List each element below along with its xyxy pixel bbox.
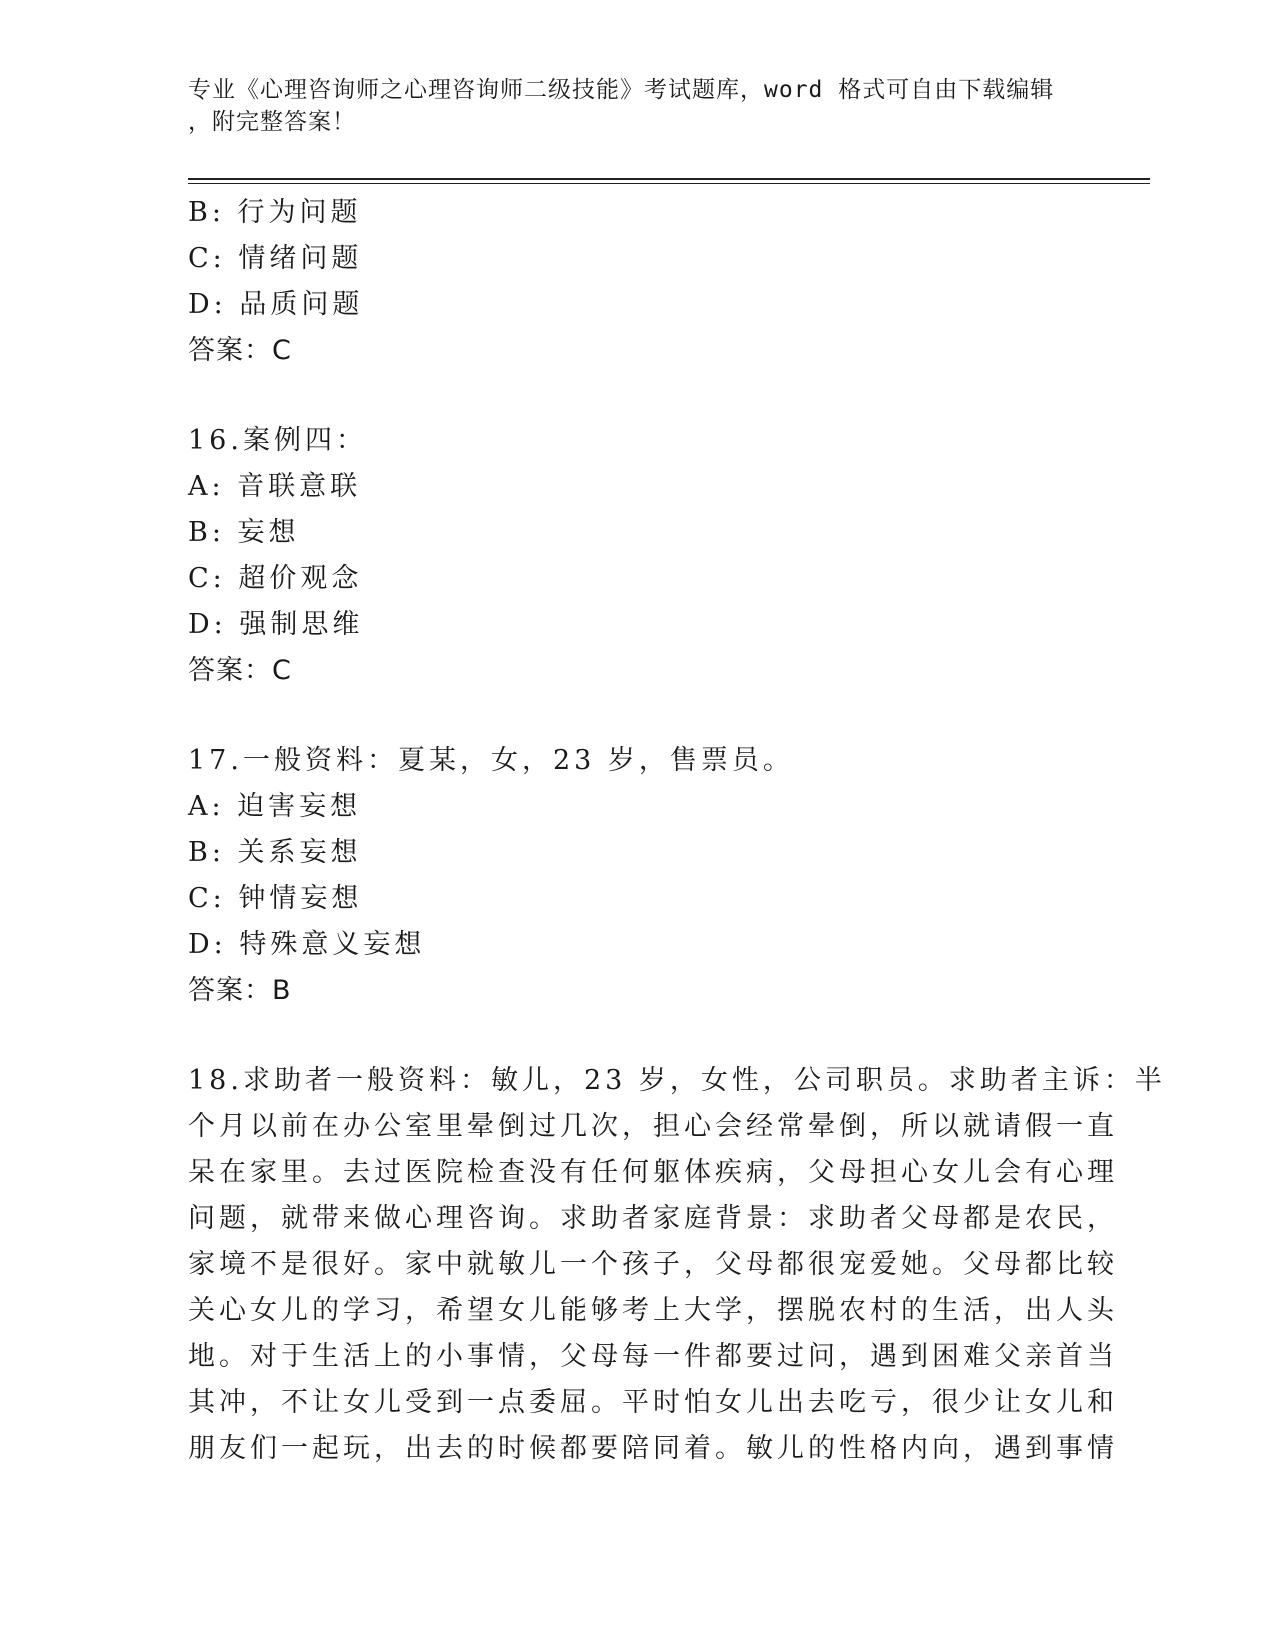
header-rule-thin — [188, 183, 1150, 184]
q18-line: 个月以前在办公室里晕倒过几次，担心会经常晕倒，所以就请假一直 — [188, 1111, 1118, 1142]
q17-option-c: C: 钟情妄想 — [188, 883, 363, 914]
q18-line: 朋友们一起玩，出去的时候都要陪同着。敏儿的性格内向，遇到事情 — [188, 1433, 1118, 1464]
q17-question: 17.一般资料：夏某，女，23 岁，售票员。 — [188, 745, 794, 776]
header-rule-thick — [188, 178, 1150, 180]
question-17 — [188, 738, 1078, 1014]
q15-option-b: B: 行为问题 — [188, 197, 362, 228]
header-title-line-1: 专业《心理咨询师之心理咨询师二级技能》考试题库，word 格式可自由下载编辑 — [188, 77, 1055, 103]
q18-line: 家境不是很好。家中就敏儿一个孩子，父母都很宠爱她。父母都比较 — [188, 1249, 1118, 1280]
question-15-tail — [188, 190, 1078, 374]
q17-option-a: A: 迫害妄想 — [188, 791, 362, 822]
q17-option-b: B: 关系妄想 — [188, 837, 362, 868]
q15-answer: 答案：C — [188, 335, 292, 366]
q16-option-d: D: 强制思维 — [188, 609, 364, 640]
q16-answer: 答案：C — [188, 655, 292, 686]
q16-question: 16.案例四： — [188, 425, 367, 456]
q17-option-d: D: 特殊意义妄想 — [188, 929, 426, 960]
question-16 — [188, 418, 1078, 694]
q18-line: 呆在家里。去过医院检查没有任何躯体疾病，父母担心女儿会有心理 — [188, 1157, 1118, 1188]
q18-line: 关心女儿的学习，希望女儿能够考上大学，摆脱农村的生活，出人头 — [188, 1295, 1118, 1326]
q15-option-d: D: 品质问题 — [188, 289, 364, 320]
document-body — [188, 190, 1166, 1516]
q18-line: 问题，就带来做心理咨询。求助者家庭背景：求助者父母都是农民， — [188, 1203, 1118, 1234]
q16-option-a: A: 音联意联 — [188, 471, 362, 502]
q16-option-c: C: 超价观念 — [188, 563, 363, 594]
q18-line: 其冲，不让女儿受到一点委屈。平时怕女儿出去吃亏，很少让女儿和 — [188, 1387, 1118, 1418]
document-header — [188, 74, 1068, 138]
header-title-line-2: ，附完整答案！ — [188, 109, 356, 135]
q16-option-b: B: 妄想 — [188, 517, 300, 548]
q18-line: 18.求助者一般资料：敏儿，23 岁，女性，公司职员。求助者主诉：半 — [188, 1065, 1166, 1096]
q17-answer: 答案：B — [188, 975, 292, 1006]
q18-line: 地。对于生活上的小事情，父母每一件都要过问，遇到困难父亲首当 — [188, 1341, 1118, 1372]
question-18 — [188, 1058, 1166, 1472]
q15-option-c: C: 情绪问题 — [188, 243, 363, 274]
